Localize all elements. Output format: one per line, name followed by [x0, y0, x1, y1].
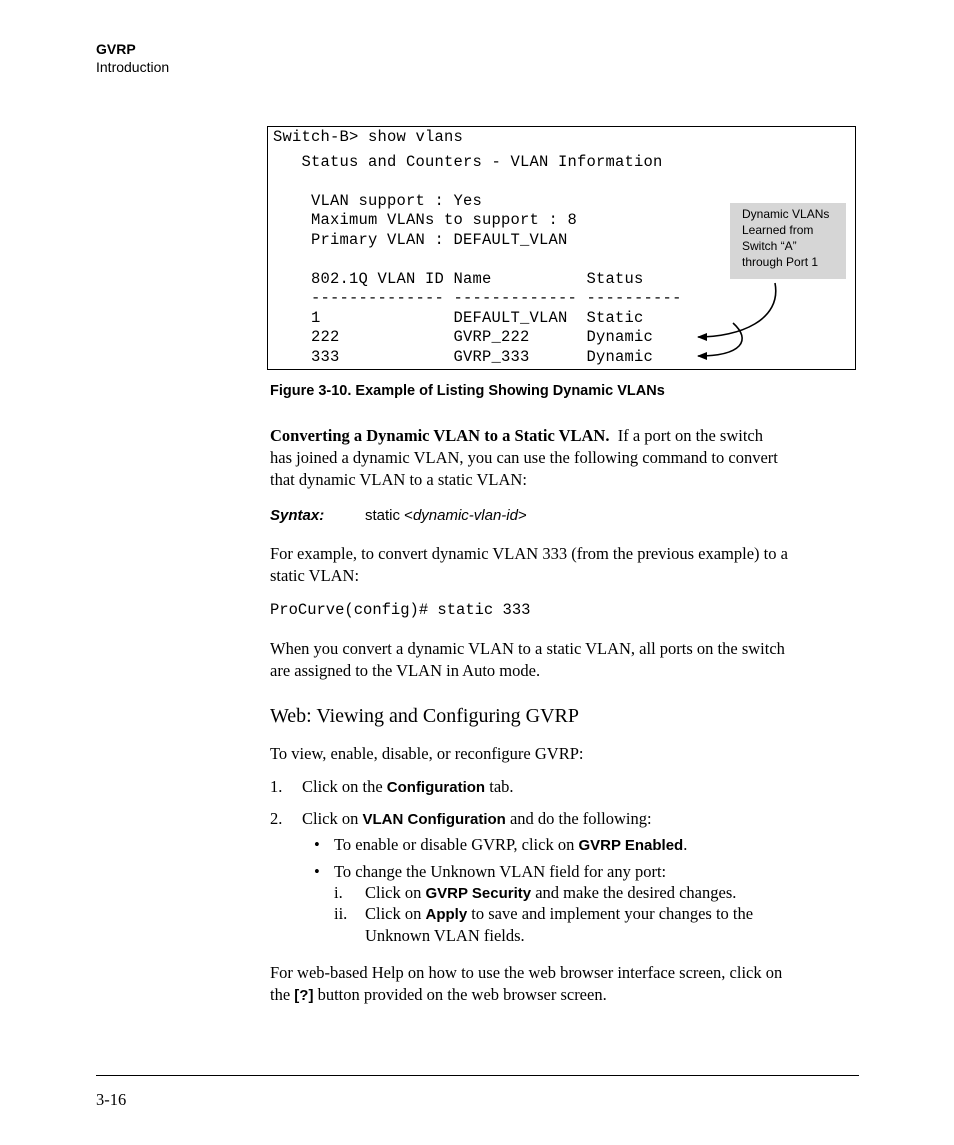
text-run: Click on [302, 809, 363, 828]
text-line: are assigned to the VLAN in Auto mode. [270, 661, 541, 680]
footer-rule [96, 1075, 859, 1076]
callout-line: through Port 1 [742, 255, 819, 269]
text-line: For example, to convert dynamic VLAN 333 (from the previous example) to a [270, 544, 788, 563]
callout-line: Dynamic VLANs [742, 207, 830, 221]
step-number: 1. [270, 777, 283, 796]
web-intro: To view, enable, disable, or reconfigure GVRP: [270, 744, 584, 763]
cli-line: 222 GVRP_222 Dynamic [273, 328, 654, 346]
text-line: static VLAN: [270, 566, 360, 585]
text-run: If a port on the switch [617, 426, 763, 445]
cli-line: 1 DEFAULT_VLAN Static [273, 309, 644, 327]
help-paragraph [270, 962, 860, 1007]
text-line: has joined a dynamic VLAN, you can use the following command to convert [270, 448, 778, 467]
syntax-command [365, 507, 527, 524]
converting-paragraph [270, 425, 860, 491]
example-paragraph [270, 543, 860, 587]
step-2 [302, 808, 652, 831]
text-run: the [270, 985, 295, 1004]
cli-line: 333 GVRP_333 Dynamic [273, 348, 654, 366]
bullet-icon: • [314, 862, 320, 881]
cli-line: Switch-B> show vlans [273, 128, 464, 146]
substep-i [365, 882, 736, 905]
figure-callout [730, 203, 846, 279]
text-line: When you convert a dynamic VLAN to a static VLAN, all ports on the switch [270, 639, 785, 658]
cli-line: -------------- ------------- ---------- [273, 289, 682, 307]
text-run: and do the following: [505, 809, 652, 828]
configuration-tab-ref: Configuration [386, 779, 486, 796]
syntax-bracket: > [517, 507, 527, 524]
gvrp-enabled-ref: GVRP Enabled [578, 837, 684, 854]
text-run: To enable or disable GVRP, click on [334, 835, 579, 854]
syntax-keyword: static < [365, 507, 413, 524]
gvrp-security-ref: GVRP Security [425, 885, 532, 902]
vlan-configuration-ref: VLAN Configuration [362, 811, 506, 828]
cli-line: Primary VLAN : DEFAULT_VLAN [273, 231, 568, 249]
converting-title: Converting a Dynamic VLAN to a Static VLAN. [270, 426, 610, 445]
text-run: and make the desired changes. [531, 883, 737, 902]
cli-line: 802.1Q VLAN ID Name Status [273, 270, 644, 288]
page-number: 3-16 [96, 1090, 127, 1109]
callout-line: Switch “A” [742, 239, 797, 253]
help-button-ref: [?] [294, 987, 314, 1004]
text-run: . [683, 835, 688, 854]
step-1 [302, 776, 514, 799]
cli-line: Status and Counters - VLAN Information [273, 153, 663, 171]
text-run: tab. [485, 777, 514, 796]
convert-note-paragraph [270, 638, 860, 682]
running-header-section: Introduction [96, 59, 170, 75]
substep-ii [365, 903, 753, 926]
substep-ii-continued: Unknown VLAN fields. [365, 926, 525, 945]
roman-number: ii. [334, 904, 348, 923]
callout-line: Learned from [742, 223, 814, 237]
syntax-argument: dynamic-vlan-id [412, 507, 518, 524]
bullet-2: To change the Unknown VLAN field for any port: [334, 862, 667, 881]
cli-line: VLAN support : Yes [273, 192, 483, 210]
text-run: Click on the [302, 777, 387, 796]
text-line: For web-based Help on how to use the web browser interface screen, click on [270, 963, 783, 982]
running-header-chapter: GVRP [96, 41, 136, 57]
step-number: 2. [270, 809, 283, 828]
figure-caption: Figure 3-10. Example of Listing Showing Dynamic VLANs [270, 383, 665, 399]
roman-number: i. [334, 883, 343, 902]
apply-button-ref: Apply [425, 906, 468, 923]
syntax-label: Syntax: [270, 507, 325, 524]
text-run: button provided on the web browser screen. [313, 985, 607, 1004]
text-run: Click on [365, 904, 426, 923]
code-example: ProCurve(config)# static 333 [270, 601, 531, 619]
text-run: Click on [365, 883, 426, 902]
text-line: that dynamic VLAN to a static VLAN: [270, 470, 527, 489]
bullet-1 [334, 834, 687, 857]
section-heading: Web: Viewing and Configuring GVRP [270, 705, 580, 727]
text-run: to save and implement your changes to the [467, 904, 754, 923]
bullet-icon: • [314, 835, 320, 854]
cli-line: Maximum VLANs to support : 8 [273, 211, 578, 229]
